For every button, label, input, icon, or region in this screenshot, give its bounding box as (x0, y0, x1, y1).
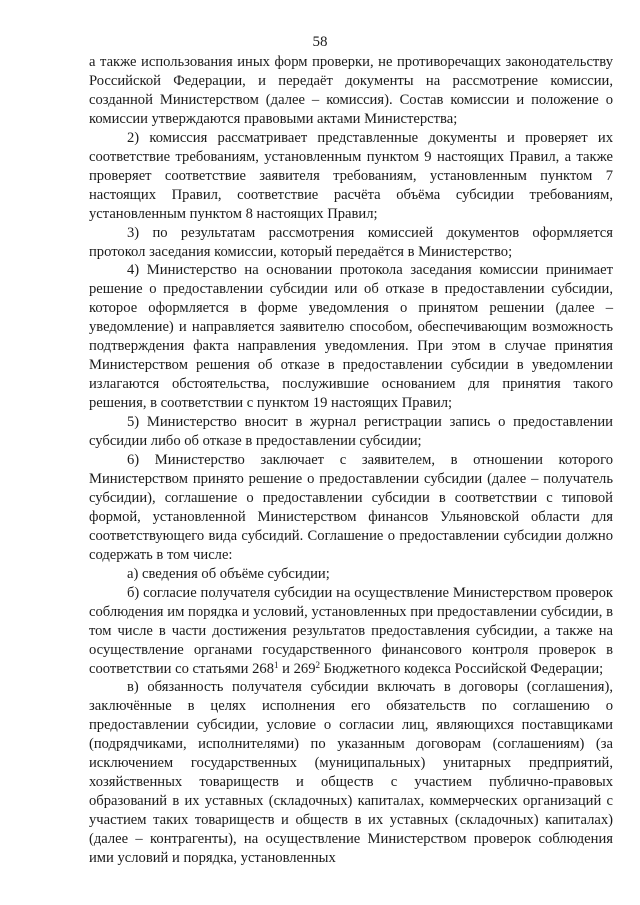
paragraph-item-2: 2) комиссия рассматривает представленные документы и проверяет их соответствие требованиям, установленным пунктом 9 настоящих Правил, а также проверяет соответствие заявителя требованиям, установленным пунктом 7 настоящих Правил, соответствие расчёта объёма субсидии требованиям, установленным пунктом 8 настоящих Правил; (89, 129, 613, 222)
paragraph-1-continuation: а также использования иных форм проверки, не противоречащих законодательству Российской Федерации, и передаёт документы на рассмотрение комиссии, созданной Министерством (далее – комиссия). Состав комиссии и положение о комиссии утверждаются правовыми актами Министерства; (89, 54, 613, 127)
paragraph-item-5: 5) Министерство вносит в журнал регистрации запись о предоставлении субсидии либо об отказе в предоставлении субсидии; (89, 414, 613, 450)
subparagraph-b-text-middle: и 269 (278, 660, 316, 677)
paragraph-item-3: 3) по результатам рассмотрения комиссией документов оформляется протокол заседания комиссии, который передаётся в Министерство; (89, 224, 613, 260)
page-number: 58 (312, 34, 328, 50)
subparagraph-a: а) сведения об объёме субсидии; (127, 565, 330, 582)
subparagraph-b (89, 584, 613, 679)
subparagraph-v: в) обязанность получателя субсидии включать в договоры (соглашения), заключённые в целях исполнения его обязательств по соглашению о предоставлении субсидии, условие о согласии лиц, являющихся поставщиками (подрядчиками, исполнителями) по указанным договорам (соглашениям) (за исключением государственных (муниципальных) унитарных предприятий, хозяйственных товариществ и обществ с участием публично-правовых образований в их уставных (складочных) капиталах, коммерческих организаций с участием таких товариществ и обществ в их уставных (складочных) капиталах) (далее – контрагенты), на осуществление Министерством проверок соблюдения ими условий и порядка, установленных (89, 679, 613, 867)
superscript-1: 1 (274, 659, 279, 670)
subparagraph-b-text-end: Бюджетного кодекса Российской Федерации; (320, 660, 604, 677)
paragraph-item-4: 4) Министерство на основании протокола заседания комиссии принимает решение о предоставлении субсидии или об отказе в предоставлении субсидии, которое оформляется в форме уведомления о принятом решении (далее – уведомление) и направляется заявителю способом, обеспечивающим возможность подтверждения факта направления уведомления. При этом в случае принятия Министерством решения об отказе в предоставлении субсидии в уведомлении излагаются обстоятельства, послужившие основанием для принятия такого решения, в соответствии с пунктом 19 настоящих Правил; (89, 262, 613, 412)
document-body (89, 53, 613, 868)
superscript-2: 2 (315, 659, 320, 670)
subparagraph-b-text: б) согласие получателя субсидии на осуществление Министерством проверок соблюдения им порядка и условий, установленных при предоставлении субсидии, в том числе в части достижения результатов предоставления субсидии, а также на осуществление органами государственного финансового контроля проверок в соответствии со статьями 268 (89, 584, 613, 677)
paragraph-item-6: 6) Министерство заключает с заявителем, в отношении которого Министерством принято решение о предоставлении субсидии (далее – получатель субсидии), соглашение о предоставлении субсидии в соответствии с типовой формой, установленной Министерством финансов Ульяновской области для соответствующего вида субсидий. Соглашение о предоставлении субсидии должно содержать в том числе: (89, 452, 613, 563)
